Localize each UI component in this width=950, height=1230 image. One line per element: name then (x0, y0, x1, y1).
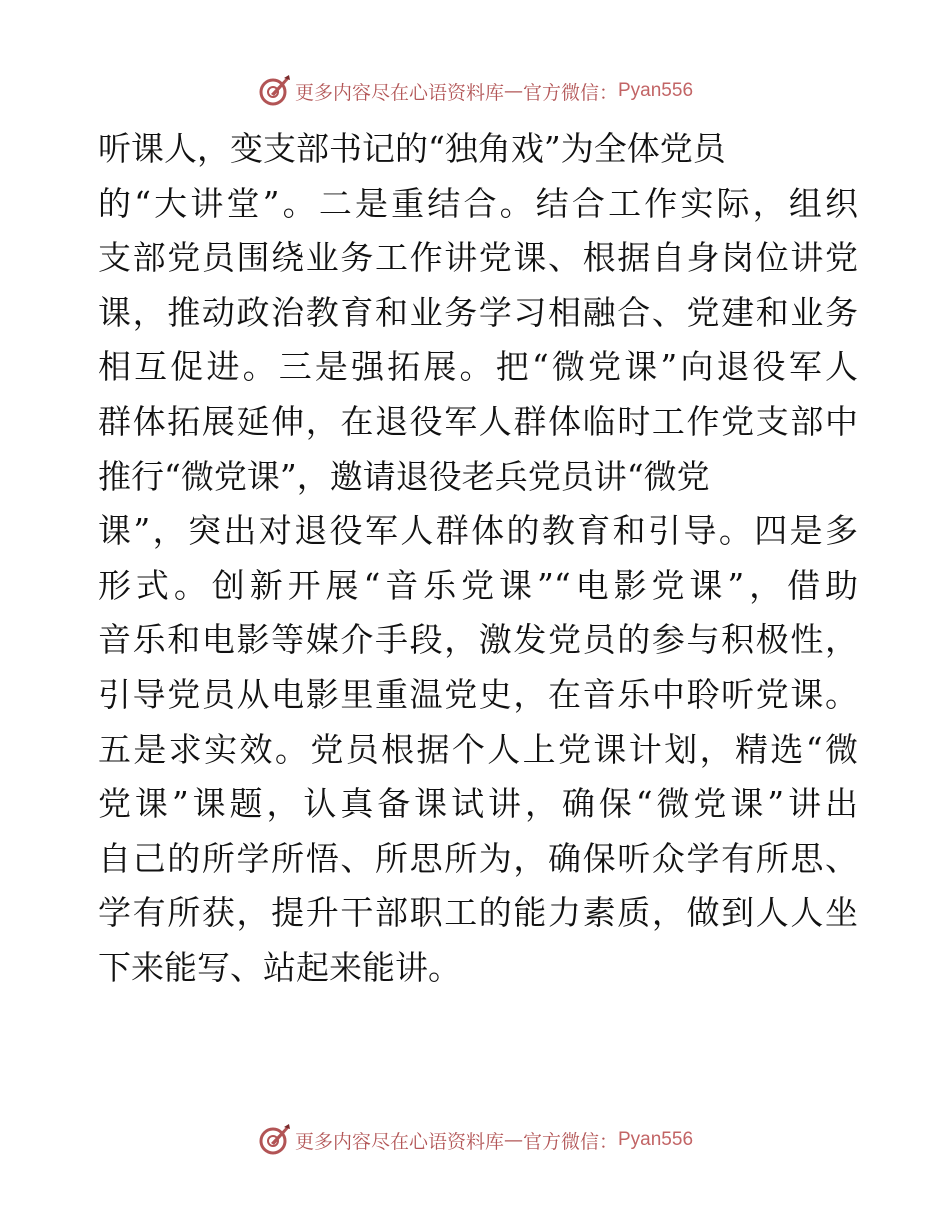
banner-wechat-label: 官方微信： (522, 81, 618, 104)
quill-pen-circle-icon (257, 1123, 291, 1157)
text-line: 学有所获，提升干部职工的能力素质，做到人人坐 (98, 893, 858, 933)
banner-separator: — (503, 1129, 523, 1151)
banner-main-text: 更多内容尽在心语资料库 (294, 81, 504, 104)
text-line: 党课”课题，认真备课试讲，确保“微党课”讲出 (98, 784, 858, 824)
text-line: 形式。创新开展“音乐党课”“电影党课”，借助 (98, 565, 858, 605)
text-line: 音乐和电影等媒介手段，激发党员的参与积极性， (98, 620, 858, 660)
text-line: 课”，突出对退役军人群体的教育和引导。四是多 (98, 511, 858, 551)
text-line: 课，推动政治教育和业务学习相融合、党建和业务 (98, 292, 858, 332)
text-line: 推行“微党课”，邀请退役老兵党员讲“微党 (98, 456, 710, 496)
text-line: 下来能写、站起来能讲。 (98, 947, 461, 987)
text-line: 相互促进。三是强拓展。把“微党课”向退役军人 (98, 347, 858, 387)
banner-wechat-id: Pyan556 (618, 80, 694, 101)
banner-separator: — (503, 80, 523, 102)
text-line: 自己的所学所悟、所思所为，确保听众学有所思、 (98, 838, 858, 878)
text-line: 的“大讲堂”。二是重结合。结合工作实际，组织 (98, 183, 858, 223)
quill-pen-circle-icon (257, 74, 291, 108)
text-line: 五是求实效。党员根据个人上党课计划，精选“微 (98, 729, 858, 769)
banner-main-text: 更多内容尽在心语资料库 (294, 1130, 504, 1153)
header-watermark-banner (0, 71, 950, 111)
text-line: 支部党员围绕业务工作讲党课、根据自身岗位讲党 (98, 238, 858, 278)
banner-wechat-id: Pyan556 (618, 1129, 694, 1150)
text-line: 引导党员从电影里重温党史，在音乐中聆听党课。 (98, 674, 858, 714)
banner-wechat-label: 官方微信： (522, 1130, 618, 1153)
footer-watermark-banner (0, 1120, 950, 1160)
text-line: 听课人，变支部书记的“独角戏”为全体党员 (98, 129, 726, 168)
body-paragraph (98, 122, 858, 996)
text-line: 群体拓展延伸，在退役军人群体临时工作党支部中 (98, 401, 858, 441)
